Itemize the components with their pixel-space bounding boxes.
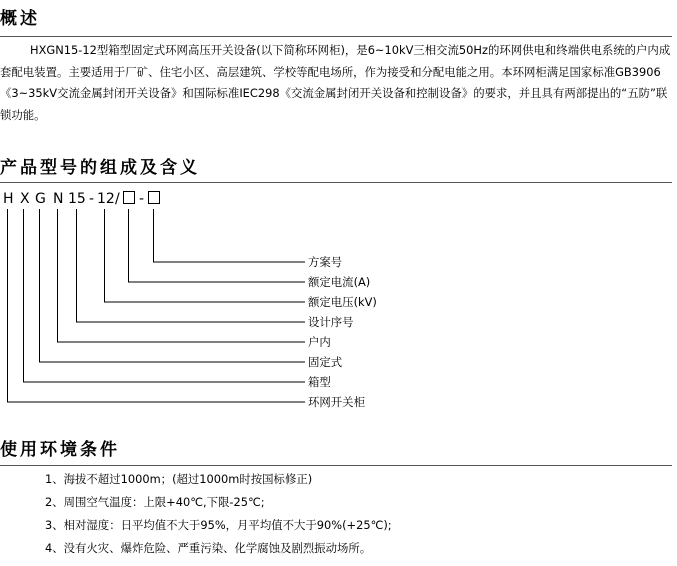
tree-line-ring — [8, 209, 306, 402]
code-part-dash-2: - — [139, 191, 145, 207]
overview-heading: 概述 — [0, 9, 40, 29]
code-part-g: G — [35, 191, 46, 207]
label-design-serial: 设计序号 — [308, 315, 354, 329]
code-part-dash-1: - — [89, 191, 95, 207]
overview-paragraph: HXGN15-12型箱型固定式环网高压开关设备(以下简称环网柜)，是6~10kV三相交流50Hz的环网供电和终端供电系统的户内成套配电装置。主要适用于厂矿、住宅小区、高层建筑、学校等配电场所，作为接受和分配电能之用。本环网柜满足国家标准GB3906《3~35kV交流金属封闭开关设备》和国际标准IEC298《交流金属封闭开关设备和控制设备》的要求，并且具有两部提出的“五防”联锁功能。 — [0, 43, 671, 122]
code-part-n: N — [53, 191, 64, 207]
tree-line-serial — [77, 209, 306, 322]
condition-temperature: 2、周围空气温度：上限+40℃,下限-25℃; — [45, 495, 265, 509]
label-indoor: 户内 — [308, 335, 331, 349]
code-part-x: X — [20, 191, 30, 207]
code-part-15: 15 — [68, 191, 86, 207]
label-rated-voltage: 额定电压(kV) — [308, 295, 377, 309]
model-heading: 产品型号的组成及含义 — [0, 158, 200, 178]
label-ring-switchgear: 环网开关柜 — [308, 395, 365, 409]
label-fixed-type: 固定式 — [308, 355, 343, 369]
label-rated-current: 额定电流(A) — [308, 275, 371, 289]
environment-divider — [0, 465, 672, 466]
environment-heading: 使用环境条件 — [0, 440, 120, 460]
condition-humidity: 3、相对湿度：日平均值不大于95%，月平均值不大于90%(+25℃); — [45, 518, 392, 532]
tree-line-fixed — [40, 209, 306, 362]
condition-hazards: 4、没有火灾、爆炸危险、严重污染、化学腐蚀及剧烈振动场所。 — [45, 541, 372, 555]
label-scheme-number: 方案号 — [308, 255, 343, 269]
tree-line-box — [24, 209, 306, 382]
tree-line-voltage — [105, 209, 306, 302]
condition-altitude: 1、海拔不超过1000m；(超过1000m时按国标修正) — [45, 472, 313, 486]
code-part-slash: / — [115, 191, 120, 207]
code-part-12: 12 — [97, 191, 115, 207]
tree-line-current — [129, 209, 306, 282]
tree-line-scheme — [154, 209, 306, 262]
label-box-type: 箱型 — [308, 375, 331, 389]
code-part-h: H — [3, 191, 14, 207]
